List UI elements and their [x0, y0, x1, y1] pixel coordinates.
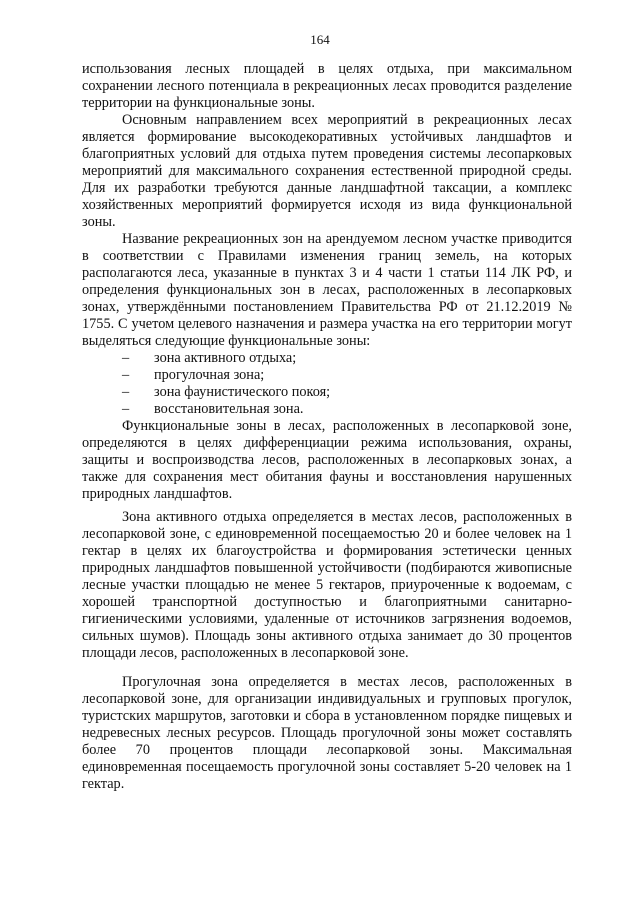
list-item	[82, 401, 572, 418]
list-item-text: прогулочная зона;	[154, 367, 265, 383]
list-item-text: зона фаунистического покоя;	[154, 384, 331, 400]
list-dash: –	[122, 367, 130, 383]
paragraph-zone-names: Название рекреационных зон на арендуемом лесном участке приводится в соответствии с Правилами изменения границ земель, на которых располагаются леса, указанные в пунктах 3 и 4 части 1 статьи 114 ЛК РФ, и определения функциональных зон в лесах, расположенных в лесопарковых зонах, утверждёнными постановлением Правительства РФ от 21.12.2019 № 1755. С учетом целевого назначения и размера участка на его территории могут выделяться следующие функциональные зоны:	[82, 231, 572, 349]
list-item	[82, 350, 572, 367]
list-item-text: восстановительная зона.	[154, 401, 304, 417]
list-item-text: зона активного отдыха;	[154, 350, 297, 366]
list-dash: –	[122, 384, 130, 400]
paragraph-main-direction: Основным направлением всех мероприятий в рекреационных лесах является формирование высокодекоративных устойчивых ландшафтов и благоприятных условий для отдыха путем проведения системы лесопарковых мероприятий для максимального сохранения естественной природной среды. Для их разработки требуются данные ландшафтной таксации, а комплекс хозяйственных мероприятий формируется исходя из вида функциональной зоны.	[82, 112, 572, 230]
functional-zones-list	[82, 350, 572, 418]
list-dash: –	[122, 350, 130, 366]
paragraph-active-recreation-zone: Зона активного отдыха определяется в местах лесов, расположенных в лесопарковой зоне, с единовременной посещаемостью 20 и более человек на 1 гектар в целях их благоустройства и формирования эстетически ценных природных ландшафтов повышенной устойчивости (подбираются живописные лесные участки площадью не менее 5 гектаров, приуроченные к водоемам, с хорошей транспортной доступностью и благоприятными санитарно-гигиеническими условиями, удаленные от источников загрязнения водоемов, сильных шумов). Площадь зоны активного отдыха занимает до 30 процентов площади лесов, расположенных в лесопарковой зоне.	[82, 509, 572, 661]
paragraph-walking-zone: Прогулочная зона определяется в местах лесов, расположенных в лесопарковой зоне, для организации индивидуальных и групповых прогулок, туристских маршрутов, заготовки и сбора в установленном порядке пищевых и недревесных лесных ресурсов. Площадь прогулочной зоны может составлять более 70 процентов площади лесопарковой зоны. Максимальная единовременная посещаемость прогулочной зоны составляет 5-20 человек на 1 гектар.	[82, 674, 572, 792]
list-item	[82, 384, 572, 401]
page-number: 164	[310, 32, 330, 47]
list-item	[82, 367, 572, 384]
paragraph-functional-zones: Функциональные зоны в лесах, расположенных в лесопарковой зоне, определяются в целях дифференциации режима использования, охраны, защиты и воспроизводства лесов, расположенных в лесопарковых зонах, а также для сохранения мест обитания фауны и восстановления нарушенных природных ландшафтов.	[82, 418, 572, 502]
document-body	[82, 61, 572, 793]
list-dash: –	[122, 401, 130, 417]
paragraph-continuation: использования лесных площадей в целях отдыха, при максимальном сохранении лесного потенциала в рекреационных лесах проводится разделение территории на функциональные зоны.	[82, 61, 572, 111]
